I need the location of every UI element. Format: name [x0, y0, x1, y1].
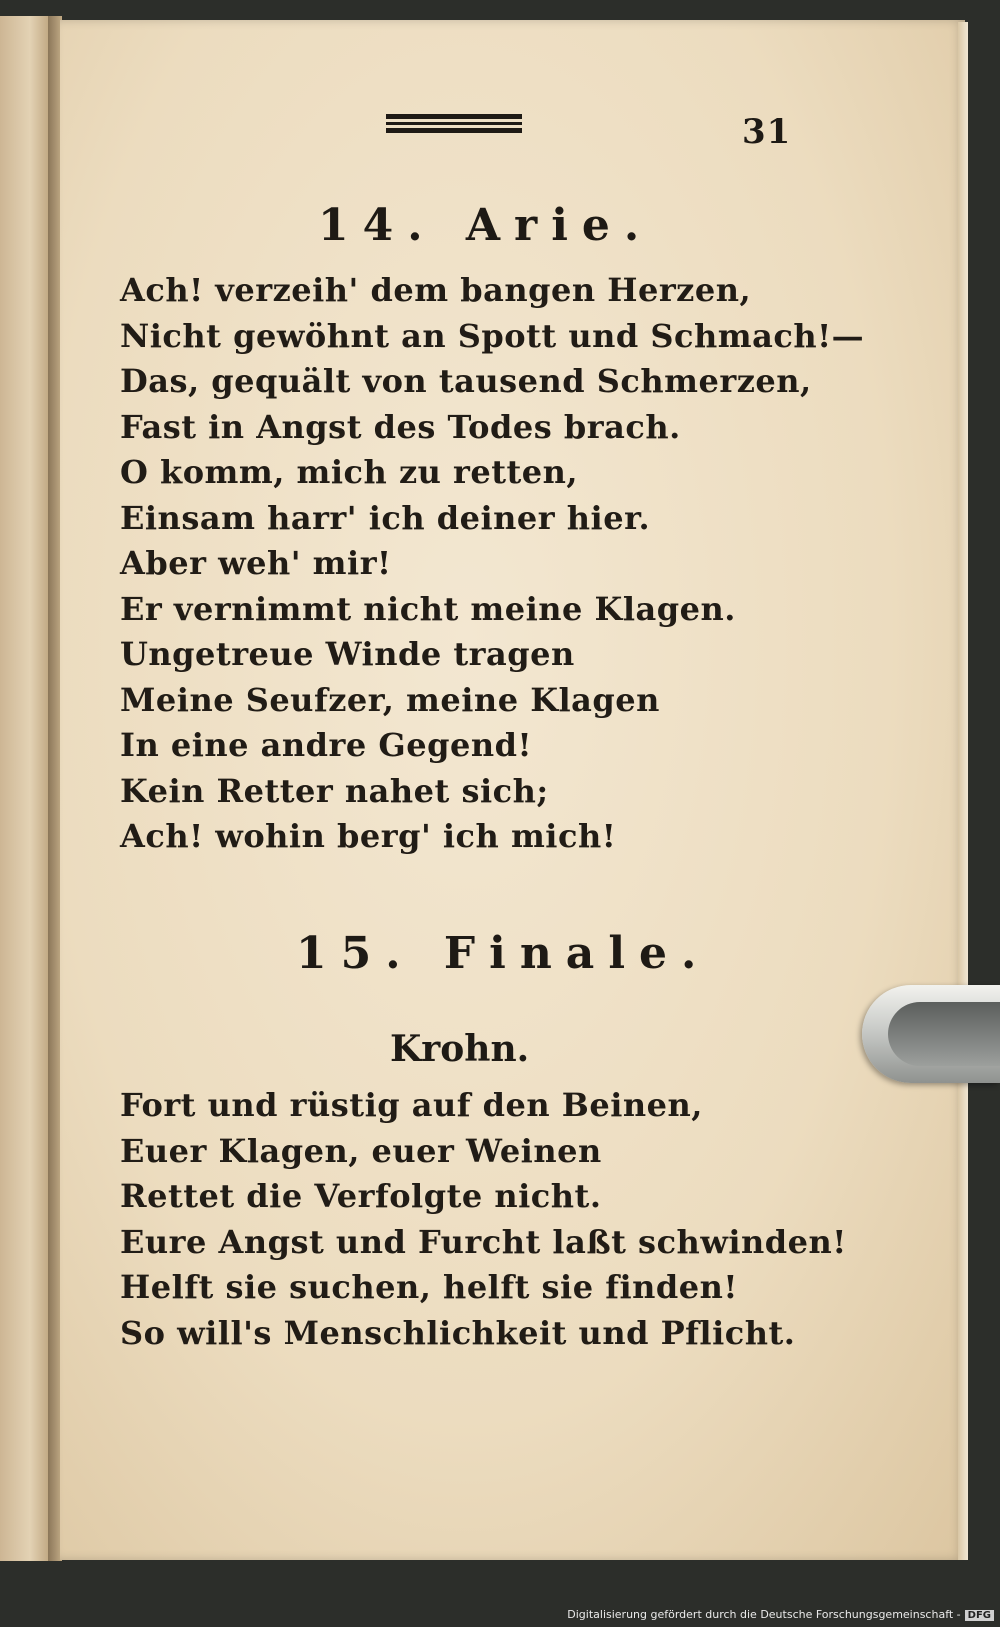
facing-page-edge	[0, 16, 50, 1561]
speaker-name: Krohn.	[390, 1028, 530, 1070]
verse-line: Eure Angst und Furcht laßt schwinden!	[120, 1222, 847, 1261]
verse-line: Fort und rüstig auf den Beinen,	[120, 1086, 703, 1124]
verse-line: In eine andre Gegend!	[120, 726, 532, 764]
ornamental-rule	[386, 114, 522, 119]
verse-line: Euer Klagen, euer Weinen	[120, 1131, 602, 1170]
verse-line: Rettet die Verfolgte nicht.	[120, 1177, 602, 1215]
verse-line: Aber weh' mir!	[120, 544, 392, 582]
verse-block-arie	[120, 268, 864, 860]
page-fore-edge	[958, 22, 968, 1560]
verse-line: Fast in Angst des Todes brach.	[120, 407, 681, 446]
verse-line: Meine Seufzer, meine Klagen	[120, 680, 660, 719]
dfg-logo: DFG	[965, 1610, 994, 1621]
digitization-credit	[567, 1608, 994, 1621]
ornamental-rule	[386, 122, 522, 125]
verse-line: Er vernimmt nicht meine Klagen.	[120, 589, 736, 628]
verse-line: Nicht gewöhnt an Spott und Schmach!—	[120, 316, 865, 355]
verse-line: Kein Retter nahet sich;	[120, 771, 549, 810]
verse-line: So will's Menschlichkeit und Pflicht.	[120, 1313, 796, 1352]
ornamental-rule	[386, 128, 522, 133]
verse-block-finale	[120, 1083, 847, 1356]
verse-line: Einsam harr' ich deiner hier.	[120, 498, 651, 537]
page-clip-shadow	[888, 1002, 1000, 1066]
verse-line: Helft sie suchen, helft sie finden!	[120, 1268, 738, 1306]
verse-line: Ungetreue Winde tragen	[120, 635, 575, 673]
credit-text: Digitalisierung gefördert durch die Deutsche Forschungsgemeinschaft -	[567, 1608, 961, 1621]
verse-line: O komm, mich zu retten,	[120, 453, 579, 491]
section-heading-arie: 14. Arie.	[318, 200, 654, 251]
section-heading-finale: 15. Finale.	[296, 928, 711, 979]
page-number: 31	[742, 112, 792, 152]
verse-line: Das, gequält von tausend Schmerzen,	[120, 362, 812, 400]
verse-line: Ach! wohin berg' ich mich!	[120, 817, 617, 855]
verse-line: Ach! verzeih' dem bangen Herzen,	[120, 271, 752, 309]
